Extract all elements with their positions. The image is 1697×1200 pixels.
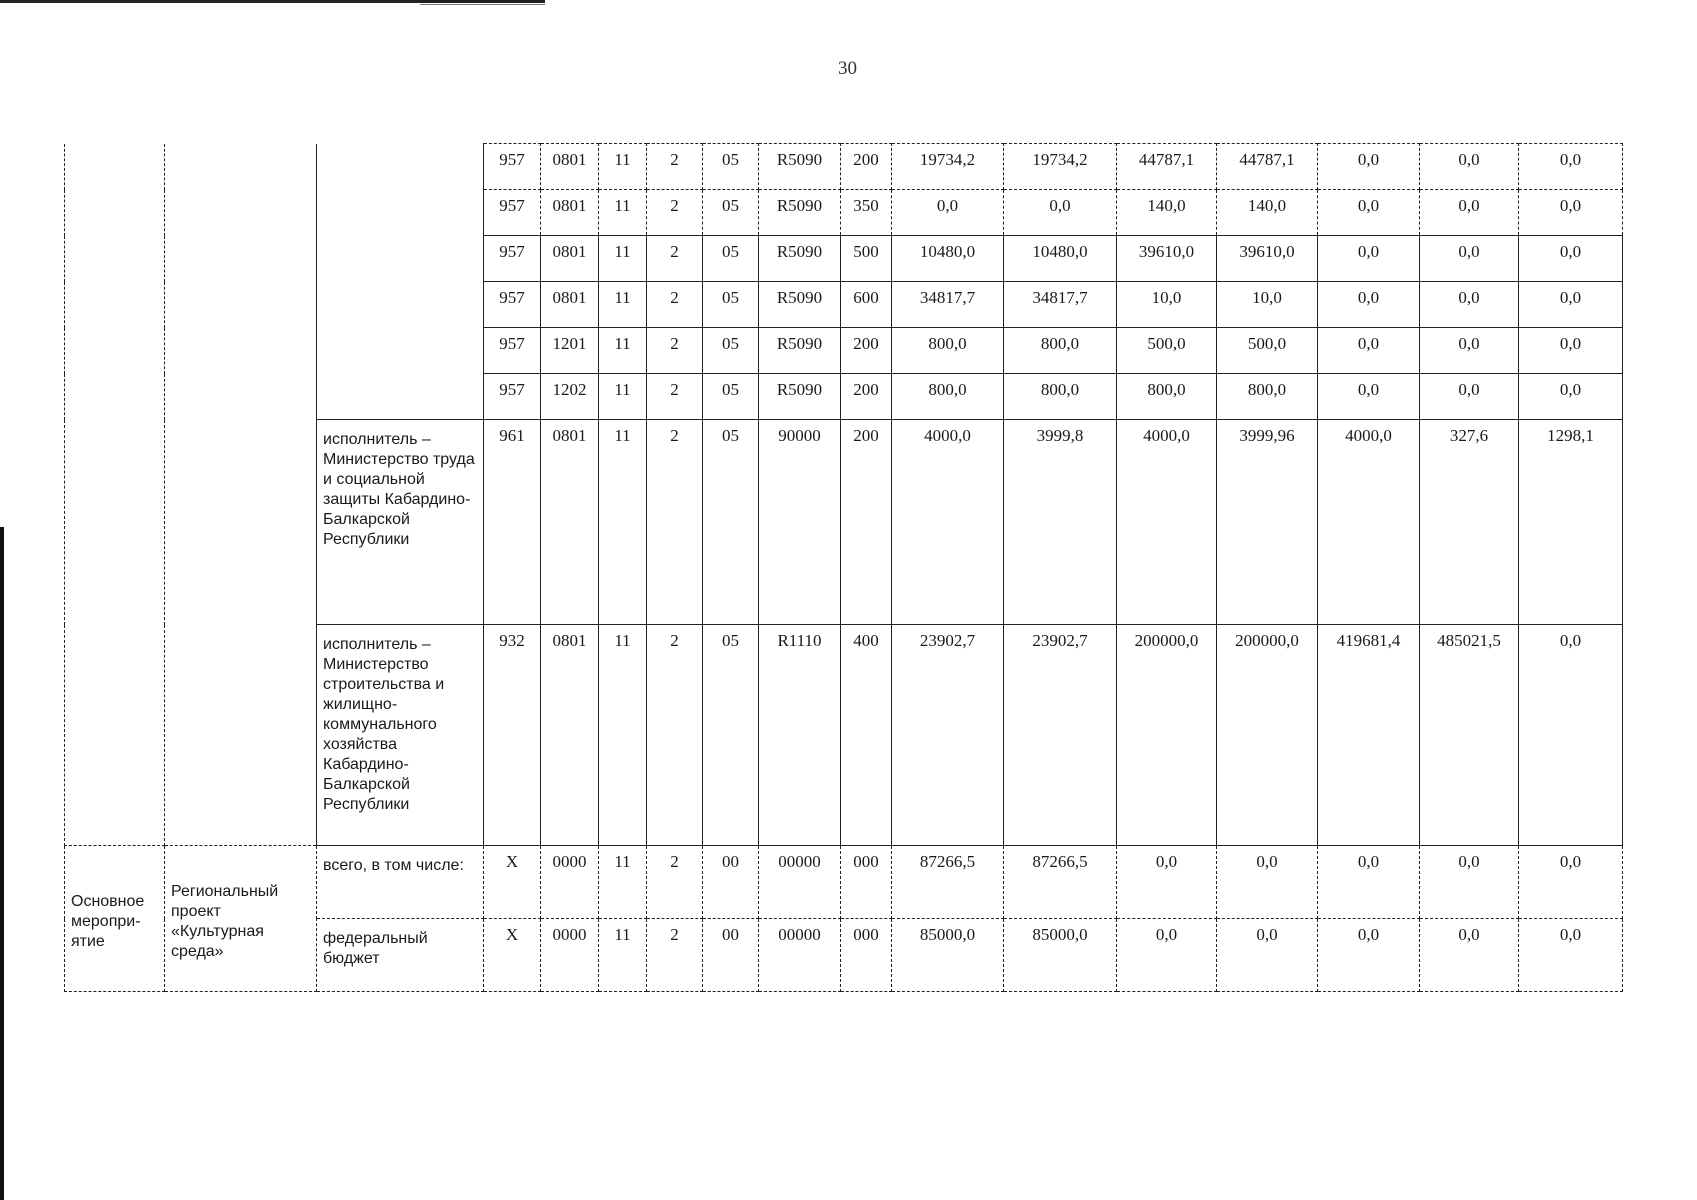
table-row	[65, 144, 1623, 190]
cell-subprogram: 2	[647, 846, 703, 919]
cell-value: 0,0	[1420, 190, 1519, 236]
cell-event: 05	[703, 282, 759, 328]
cell-value: 200000,0	[1117, 625, 1217, 846]
cell-value: 19734,2	[892, 144, 1004, 190]
cell-value: 19734,2	[1004, 144, 1117, 190]
cell-value: 0,0	[1420, 144, 1519, 190]
cell-value: 800,0	[892, 328, 1004, 374]
scan-top-rule-thin	[420, 4, 545, 5]
cell-rzpr: 0801	[541, 420, 599, 625]
cell-grbs: 957	[484, 236, 541, 282]
cell-value: 327,6	[1420, 420, 1519, 625]
cell-value: 500,0	[1117, 328, 1217, 374]
cell-subprogram: 2	[647, 144, 703, 190]
cell-program: 11	[599, 236, 647, 282]
cell-value: 0,0	[1318, 236, 1420, 282]
cell-event: 05	[703, 236, 759, 282]
cell-value: 0,0	[1519, 328, 1623, 374]
cell-vr: 500	[841, 236, 892, 282]
executor-cell-continued	[317, 144, 484, 420]
executor-label: исполнитель – Министерство строительства и жилищно-коммунального хозяйства Кабардино-Балкарской Республики	[317, 625, 484, 846]
cell-grbs: 961	[484, 420, 541, 625]
cell-value: 0,0	[1318, 919, 1420, 992]
cell-vr: 350	[841, 190, 892, 236]
cell-direction: 00000	[759, 919, 841, 992]
cell-value: 0,0	[1318, 846, 1420, 919]
cell-value: 140,0	[1117, 190, 1217, 236]
cell-rzpr: 0801	[541, 236, 599, 282]
cell-subprogram: 2	[647, 282, 703, 328]
cell-subprogram: 2	[647, 328, 703, 374]
cell-grbs: 957	[484, 374, 541, 420]
scan-left-edge	[0, 527, 4, 1200]
cell-value: 4000,0	[1318, 420, 1420, 625]
cell-grbs: 932	[484, 625, 541, 846]
cell-value: 39610,0	[1117, 236, 1217, 282]
cell-value: 1298,1	[1519, 420, 1623, 625]
cell-vr: 400	[841, 625, 892, 846]
cell-value: 10,0	[1217, 282, 1318, 328]
cell-value: 800,0	[1117, 374, 1217, 420]
cell-value: 0,0	[1519, 144, 1623, 190]
cell-value: 34817,7	[1004, 282, 1117, 328]
cell-program: 11	[599, 190, 647, 236]
cell-value: 0,0	[1519, 625, 1623, 846]
cell-value: 0,0	[1519, 236, 1623, 282]
cell-event: 00	[703, 846, 759, 919]
cell-vr: 200	[841, 328, 892, 374]
cell-subprogram: 2	[647, 919, 703, 992]
cell-rzpr: 0801	[541, 282, 599, 328]
cell-value: 87266,5	[1004, 846, 1117, 919]
cell-value: 485021,5	[1420, 625, 1519, 846]
cell-grbs: 957	[484, 144, 541, 190]
cell-vr: 200	[841, 420, 892, 625]
cell-event: 05	[703, 420, 759, 625]
cell-direction: R5090	[759, 282, 841, 328]
cell-grbs: 957	[484, 282, 541, 328]
cell-value: 0,0	[1117, 919, 1217, 992]
cell-vr: 000	[841, 919, 892, 992]
table-row	[65, 846, 1623, 919]
cell-value: 0,0	[1420, 846, 1519, 919]
cell-value: 44787,1	[1117, 144, 1217, 190]
cell-rzpr: 1201	[541, 328, 599, 374]
cell-program: 11	[599, 282, 647, 328]
cell-event: 00	[703, 919, 759, 992]
cell-value: 0,0	[1420, 919, 1519, 992]
cell-rzpr: 0000	[541, 919, 599, 992]
cell-value: 0,0	[1420, 282, 1519, 328]
cell-subprogram: 2	[647, 374, 703, 420]
scan-top-rule	[0, 0, 545, 3]
cell-subprogram: 2	[647, 236, 703, 282]
cell-value: 0,0	[1318, 190, 1420, 236]
cell-vr: 600	[841, 282, 892, 328]
funding-source-label: федеральный бюджет	[317, 919, 484, 992]
cell-value: 0,0	[1420, 374, 1519, 420]
cell-subprogram: 2	[647, 190, 703, 236]
cell-value: 0,0	[1318, 282, 1420, 328]
event-name: Региональный проект «Культурная среда»	[165, 846, 317, 992]
cell-rzpr: 0801	[541, 190, 599, 236]
cell-vr: 200	[841, 374, 892, 420]
cell-direction: R5090	[759, 144, 841, 190]
cell-program: 11	[599, 625, 647, 846]
event-type-label: Основное меропри-ятие	[65, 846, 165, 992]
cell-value: 23902,7	[1004, 625, 1117, 846]
cell-value: 39610,0	[1217, 236, 1318, 282]
cell-program: 11	[599, 420, 647, 625]
cell-rzpr: 0801	[541, 625, 599, 846]
cell-value: 0,0	[1420, 236, 1519, 282]
cell-subprogram: 2	[647, 625, 703, 846]
cell-value: 500,0	[1217, 328, 1318, 374]
cell-direction: R5090	[759, 328, 841, 374]
cell-event: 05	[703, 144, 759, 190]
cell-value: 4000,0	[1117, 420, 1217, 625]
cell-grbs: X	[484, 846, 541, 919]
cell-value: 0,0	[1117, 846, 1217, 919]
cell-value: 200000,0	[1217, 625, 1318, 846]
cell-value: 0,0	[1318, 144, 1420, 190]
cell-value: 0,0	[892, 190, 1004, 236]
cell-direction: 00000	[759, 846, 841, 919]
cell-value: 85000,0	[892, 919, 1004, 992]
cell-value: 87266,5	[892, 846, 1004, 919]
cell-value: 0,0	[1519, 374, 1623, 420]
cell-value: 44787,1	[1217, 144, 1318, 190]
cell-event: 05	[703, 374, 759, 420]
cell-value: 23902,7	[892, 625, 1004, 846]
funding-source-label: всего, в том числе:	[317, 846, 484, 919]
cell-value: 10480,0	[1004, 236, 1117, 282]
cell-value: 419681,4	[1318, 625, 1420, 846]
cell-value: 800,0	[892, 374, 1004, 420]
page-number: 30	[838, 58, 857, 79]
cell-direction: 90000	[759, 420, 841, 625]
cell-value: 10480,0	[892, 236, 1004, 282]
cell-value: 3999,8	[1004, 420, 1117, 625]
cell-value: 0,0	[1519, 919, 1623, 992]
cell-program: 11	[599, 846, 647, 919]
cell-program: 11	[599, 919, 647, 992]
cell-program: 11	[599, 374, 647, 420]
cell-program: 11	[599, 144, 647, 190]
cell-event: 05	[703, 625, 759, 846]
cell-value: 4000,0	[892, 420, 1004, 625]
cell-value: 0,0	[1217, 919, 1318, 992]
cell-value: 140,0	[1217, 190, 1318, 236]
cell-value: 0,0	[1420, 328, 1519, 374]
cell-direction: R1110	[759, 625, 841, 846]
cell-value: 0,0	[1318, 328, 1420, 374]
cell-value: 800,0	[1217, 374, 1318, 420]
cell-value: 0,0	[1519, 846, 1623, 919]
cell-subprogram: 2	[647, 420, 703, 625]
cell-value: 10,0	[1117, 282, 1217, 328]
cell-rzpr: 0801	[541, 144, 599, 190]
cell-value: 3999,96	[1217, 420, 1318, 625]
cell-grbs: X	[484, 919, 541, 992]
cell-grbs: 957	[484, 328, 541, 374]
cell-value: 0,0	[1519, 190, 1623, 236]
cell-direction: R5090	[759, 374, 841, 420]
event-name-cell-continued	[165, 144, 317, 846]
cell-rzpr: 0000	[541, 846, 599, 919]
cell-vr: 200	[841, 144, 892, 190]
cell-program: 11	[599, 328, 647, 374]
cell-event: 05	[703, 328, 759, 374]
event-type-cell-continued	[65, 144, 165, 846]
cell-value: 34817,7	[892, 282, 1004, 328]
cell-rzpr: 1202	[541, 374, 599, 420]
cell-value: 800,0	[1004, 374, 1117, 420]
cell-direction: R5090	[759, 236, 841, 282]
cell-vr: 000	[841, 846, 892, 919]
cell-value: 0,0	[1519, 282, 1623, 328]
cell-value: 0,0	[1217, 846, 1318, 919]
cell-value: 0,0	[1318, 374, 1420, 420]
cell-value: 0,0	[1004, 190, 1117, 236]
budget-table	[64, 143, 1623, 992]
cell-value: 800,0	[1004, 328, 1117, 374]
executor-label: исполнитель – Министерство труда и социальной защиты Кабардино-Балкарской Республики	[317, 420, 484, 625]
cell-event: 05	[703, 190, 759, 236]
cell-value: 85000,0	[1004, 919, 1117, 992]
cell-direction: R5090	[759, 190, 841, 236]
cell-grbs: 957	[484, 190, 541, 236]
